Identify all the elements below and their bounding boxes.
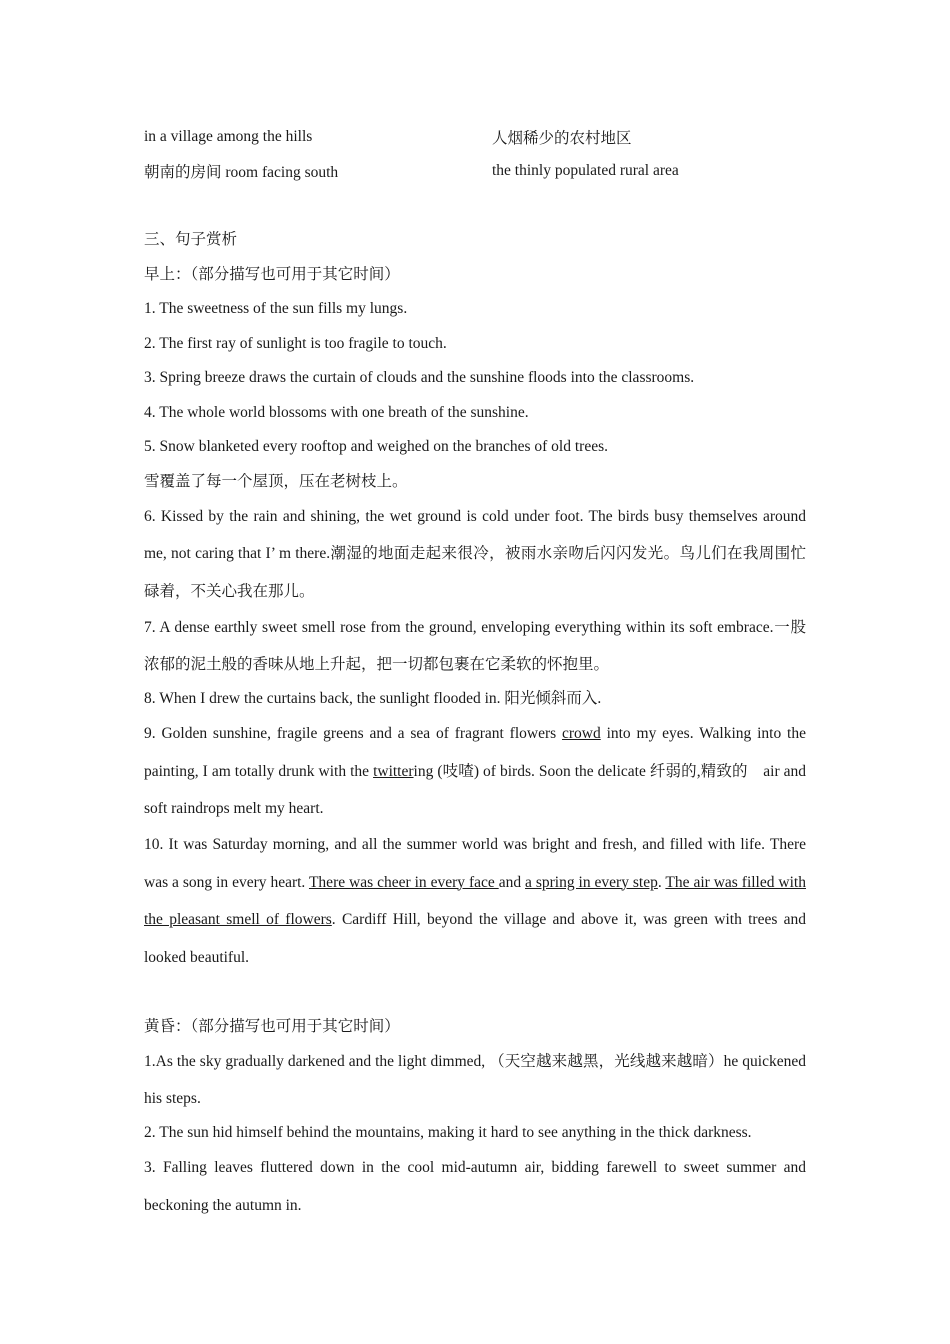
section-title: 三、句子赏析 [144, 231, 238, 248]
text-segment: . [657, 873, 666, 891]
underlined-phrase: The air was filled with the pleasant smell of flowers [144, 873, 806, 928]
morning-sentence-9 [144, 715, 806, 828]
underlined-phrase: a spring in every step [525, 873, 658, 891]
spacer [144, 975, 806, 1010]
dusk-sentence-1: 1.As the sky gradually darkened and the light dimmed, （天空越来越黑，光线越来越暗）he quickened his steps. [144, 1052, 806, 1107]
morning-heading: 早上：（部分描写也可用于其它时间） [144, 265, 400, 283]
vocab-item: the thinly populated rural area [492, 162, 679, 179]
text-segment: . Cardiff Hill, beyond the village and above it, was green with trees and looked beautiful. [144, 911, 807, 966]
vocab-row-1 [144, 120, 806, 154]
vocab-row-2 [144, 154, 806, 188]
morning-sentence-5: 5. Snow blanketed every rooftop and weighed on the branches of old trees. [144, 438, 609, 455]
morning-sentence-8: 8. When I drew the curtains back, the sunlight flooded in. 阳光倾斜而入. [144, 690, 602, 707]
document-page [144, 120, 806, 1223]
vocab-item: in a village among the hills [144, 128, 313, 145]
morning-sentence-3: 3. Spring breeze draws the curtain of clouds and the sunshine floods into the classrooms. [144, 369, 695, 386]
text-segment: 9. Golden sunshine, fragile greens and a sea of fragrant flowers [144, 725, 562, 742]
vocab-item: 朝南的房间 room facing south [144, 164, 339, 181]
text-segment: into my eyes. Walking into the painting, I am totally drunk with the [144, 725, 806, 780]
morning-sentence-10 [144, 826, 806, 976]
morning-sentence-6: 6. Kissed by the rain and shining, the wet ground is cold under foot. The birds busy themselves around me, not caring that I’ m there.潮湿的地面走起来很冷，被雨水亲吻后闪闪发光。鸟儿们在我周围忙碌着，不关心我在那儿。 [144, 507, 806, 600]
text-segment: ing (吱喳) of birds. Soon the delicate 纤弱的,精致的 air and soft raindrops melt my heart. [144, 762, 806, 817]
text-segment: 10. It was Saturday morning, and all the summer world was bright and fresh, and filled with life. There was a song in every heart. [144, 836, 806, 891]
dusk-sentence-2: 2. The sun hid himself behind the mountains, making it hard to see anything in the thick darkness. [144, 1124, 752, 1141]
underlined-word: crowd [561, 725, 601, 742]
morning-sentence-2: 2. The first ray of sunlight is too fragile to touch. [144, 334, 447, 352]
underlined-phrase: There was cheer in every face [308, 873, 499, 891]
morning-sentence-5-translation: 雪覆盖了每一个屋顶，压在老树枝上。 [144, 472, 408, 490]
morning-sentence-4: 4. The whole world blossoms with one breath of the sunshine. [144, 403, 529, 421]
text-segment: and [498, 873, 526, 891]
morning-sentence-1: 1. The sweetness of the sun fills my lungs. [144, 300, 408, 317]
underlined-word: twitter [373, 762, 414, 780]
morning-sentence-7: 7. A dense earthly sweet smell rose from the ground, enveloping everything within its soft embrace.一股浓郁的泥土般的香味从地上升起，把一切都包裹在它柔软的怀抱里。 [144, 618, 806, 673]
dusk-sentence-3: 3. Falling leaves fluttered down in the cool mid-autumn air, bidding farewell to sweet summer and beckoning the autumn in. [144, 1159, 806, 1214]
spacer [144, 188, 806, 223]
vocab-item: 人烟稀少的农村地区 [492, 130, 632, 147]
dusk-heading: 黄昏：（部分描写也可用于其它时间） [144, 1017, 400, 1035]
